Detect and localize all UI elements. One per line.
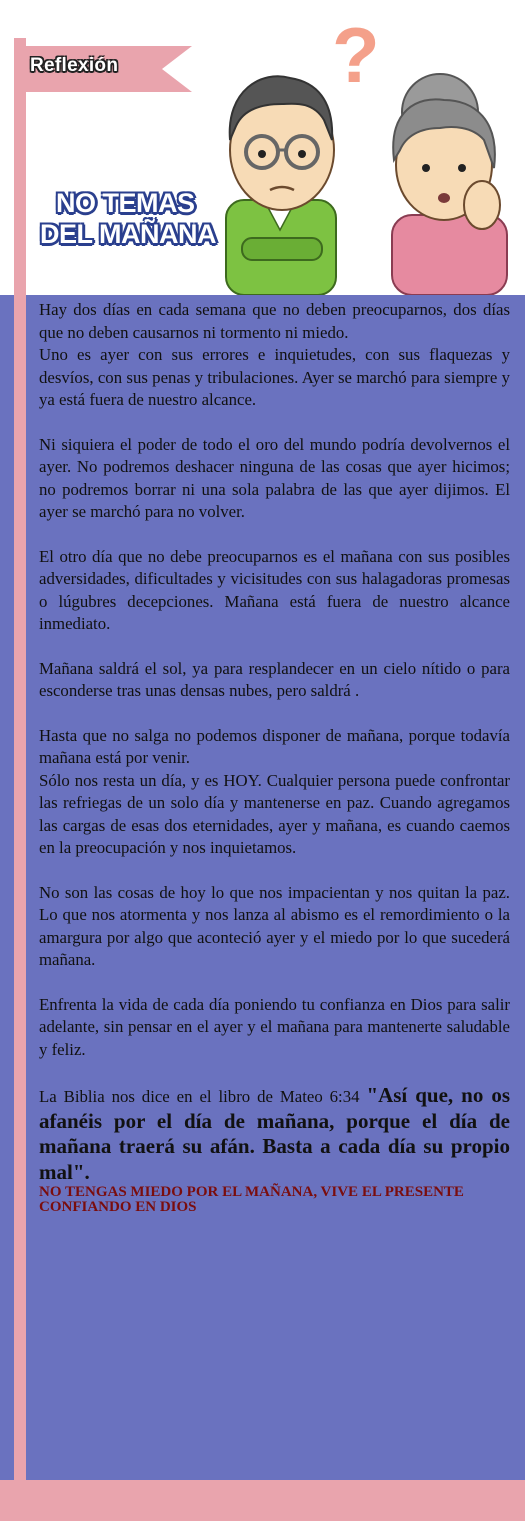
worried-couple-illustration bbox=[212, 0, 525, 295]
flag-pole-lower bbox=[14, 295, 26, 1480]
bible-reference bbox=[39, 1083, 510, 1185]
bible-intro: La Biblia nos dice en el libro de Mateo 6:34 bbox=[39, 1087, 367, 1106]
paragraph: Uno es ayer con sus errores e inquietudes, con sus flaquezas y desvíos, con sus penas y tribulaciones. Ayer se marchó para siempre y ya está fuera de nuestro alcance. bbox=[39, 345, 510, 409]
title-line-1: NO TEMAS bbox=[56, 188, 195, 218]
paragraph: Sólo nos resta un día, y es HOY. Cualquier persona puede confrontar las refriegas de un solo día y mantenerse en paz. Cuando agregamos las cargas de esas dos eternidades, ayer y mañana, es cuando caemos en la preocupación y nos inquietamos. bbox=[39, 770, 510, 857]
bottom-band bbox=[0, 1480, 525, 1521]
man-figure bbox=[226, 76, 336, 295]
paragraph: Enfrenta la vida de cada día poniendo tu confianza en Dios para salir adelante, sin pensar en el ayer y el mañana para mantenerte saludable y feliz. bbox=[39, 994, 510, 1059]
content-panel bbox=[0, 295, 525, 1480]
article-title bbox=[40, 188, 216, 250]
bible-quote: "Así que, no os afanéis por el día de mañana, porque el día de mañana traerá su afán. Basta a cada día su propio mal". bbox=[39, 1083, 510, 1184]
paragraph: El otro día que no debe preocuparnos es el mañana con sus posibles adversidades, dificultades y vicisitudes con sus halagadoras promesas o lúgubres decepciones. Mañana está fuera de nuestro alcance inmediato. bbox=[39, 546, 510, 633]
title-line-2: DEL MAÑANA bbox=[40, 219, 216, 249]
paragraph: Hay dos días en cada semana que no deben preocuparnos, dos días que no deben causarnos ni tormento ni miedo. bbox=[39, 300, 510, 342]
article-body bbox=[39, 299, 510, 1215]
question-mark-icon: ? bbox=[332, 11, 380, 99]
paragraph: Ni siquiera el poder de todo el oro del mundo podría devolvernos el ayer. No podremos deshacer ninguna de las cosas que ayer hicimos; no podremos borrar ni una sola palabra de las que ayer dijimos. El ayer se marchó para no volver. bbox=[39, 434, 510, 521]
woman-figure bbox=[392, 74, 507, 295]
paragraph: Hasta que no salga no podemos disponer de mañana, porque todavía mañana está por venir. bbox=[39, 725, 510, 767]
section-label: Reflexión bbox=[30, 55, 119, 76]
closing-message: NO TENGAS MIEDO POR EL MAÑANA, VIVE EL PRESENTE CONFIANDO EN DIOS bbox=[39, 1184, 464, 1215]
paragraph: Mañana saldrá el sol, ya para resplandecer en un cielo nítido o para esconderse tras unas densas nubes, pero saldrá . bbox=[39, 658, 510, 700]
paragraph: No son las cosas de hoy lo que nos impacientan y nos quitan la paz. Lo que nos atormenta y nos lanza al abismo es el remordimiento o la amargura por algo que aconteció ayer y el miedo por lo que sucederá mañana. bbox=[39, 882, 510, 969]
